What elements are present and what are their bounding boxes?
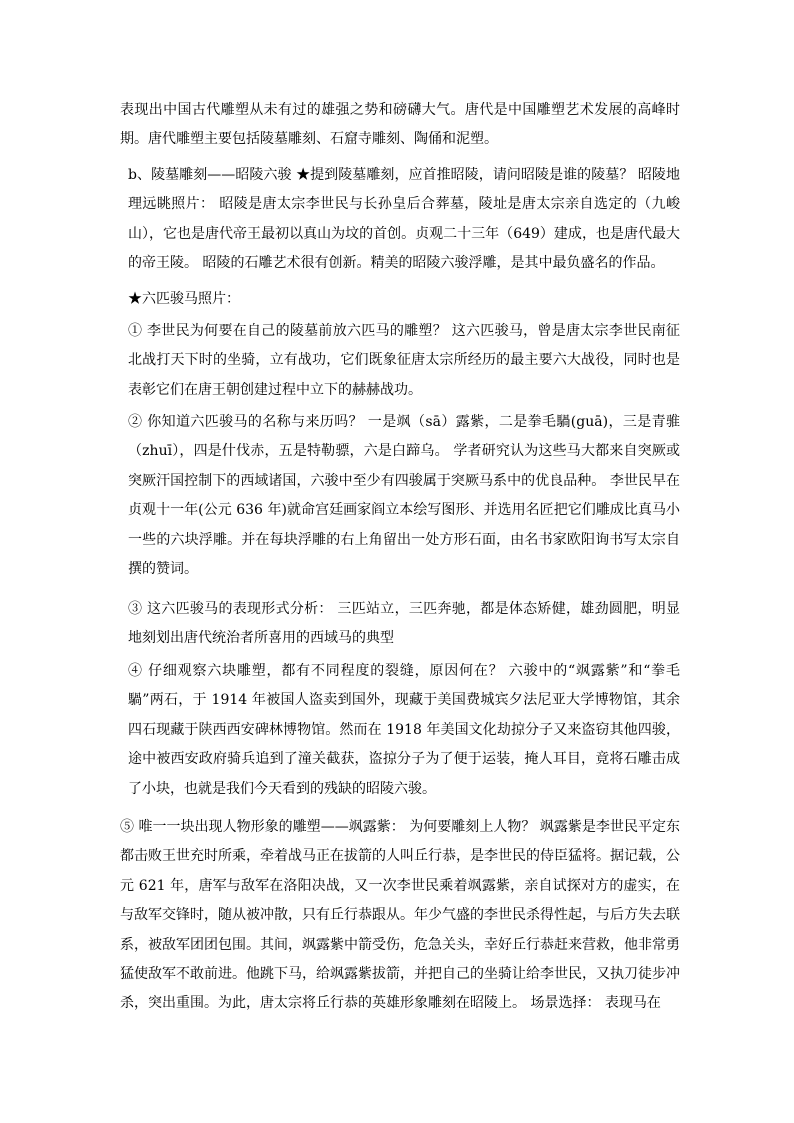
paragraph-intro: 表现出中国古代雕塑从未有过的雄强之势和磅礴大气。唐代是中国雕塑艺术发展的高峰时期。唐代雕塑主要包括陵墓雕刻、石窟寺雕刻、陶俑和泥塑。: [120, 102, 680, 148]
paragraph-point-5: ⑤ 唯一一块出现人物形象的雕塑——飒露紫： 为何要雕刻上人物？ 飒露紫是李世民平定东都击败王世充时所乘，牵着战马正在拔箭的人叫丘行恭，是李世民的侍臣猛将。据记载，公元 621 年，唐军与敌军在洛阳决战，又一次李世民乘着飒露紫，亲自试探对方的虚实，在与敌军交锋时，随从被冲散，只有丘行恭跟从。年少气盛的李世民杀得性起，与后方失去联系，被敌军团团包围。其间，飒露紫中箭受伤，危急关头，幸好丘行恭赶来营救，他非常勇猛使敌军不敢前进。他跳下马，给飒露紫拔箭，并把自己的坐骑让给李世民，又执刀徒步冲杀，突出重围。为此，唐太宗将丘行恭的英雄形象雕刻在昭陵上。 场景选择： 表现马在: [120, 819, 680, 1012]
paragraph-point-4: ④ 仔细观察六块雕塑，都有不同程度的裂缝，原因何在？ 六骏中的“飒露紫”和“拳毛騧”两石，于 1914 年被国人盗卖到国外，现藏于美国费城宾夕法尼亚大学博物馆，其余四石现藏于陕西西安碑林博物馆。然而在 1918 年美国文化劫掠分子又来盗窃其他四骏，途中被西安政府骑兵追到了潼关截获，盗掠分子为了便于运装，掩人耳目，竟将石雕击成了小块，也就是我们今天看到的残缺的昭陵六骏。: [128, 663, 680, 797]
paragraph-photo-heading: ★六匹骏马照片：: [128, 291, 240, 307]
paragraph-point-1: ① 李世民为何要在自己的陵墓前放六匹马的雕塑？ 这六匹骏马，曾是唐太宗李世民南征北战打天下时的坐骑，立有战功，它们既象征唐太宗所经历的最主要六大战役，同时也是表彰它们在唐王朝创建过程中立下的赫赫战功。: [128, 323, 680, 398]
paragraph-point-3: ③ 这六匹骏马的表现形式分析： 三匹站立，三匹奔驰，都是体态矫健，雄劲圆肥，明显地刻划出唐代统治者所喜用的西域马的典型: [128, 601, 680, 647]
paragraph-point-2: ② 你知道六匹骏马的名称与来历吗？ 一是飒（sā）露紫，二是拳毛騧(guā)，三是青骓（zhuī），四是什伐赤，五是特勒骠，六是白蹄乌。 学者研究认为这些马大都来自突厥或突厥汗国控制下的西域诸国，六骏中至少有四骏属于突厥马系中的优良品种。 李世民早在贞观十一年(公元 636 年)就命宫廷画家阎立本绘写图形、并选用名匠把它们雕成比真马小一些的六块浮雕。并在每块浮雕的右上角留出一处方形石面，由名书家欧阳询书写太宗自撰的赞词。: [128, 414, 680, 578]
paragraph-zhaoling: b、陵墓雕刻——昭陵六骏 ★提到陵墓雕刻，应首推昭陵，请问昭陵是谁的陵墓？ 昭陵地理远眺照片： 昭陵是唐太宗李世民与长孙皇后合葬墓，陵址是唐太宗亲自选定的（九峻山），它也是唐代帝王最初以真山为坟的首创。贞观二十三年（649）建成，也是唐代最大的帝王陵。 昭陵的石雕艺术很有创新。精美的昭陵六骏浮雕，是其中最负盛名的作品。: [128, 167, 680, 272]
